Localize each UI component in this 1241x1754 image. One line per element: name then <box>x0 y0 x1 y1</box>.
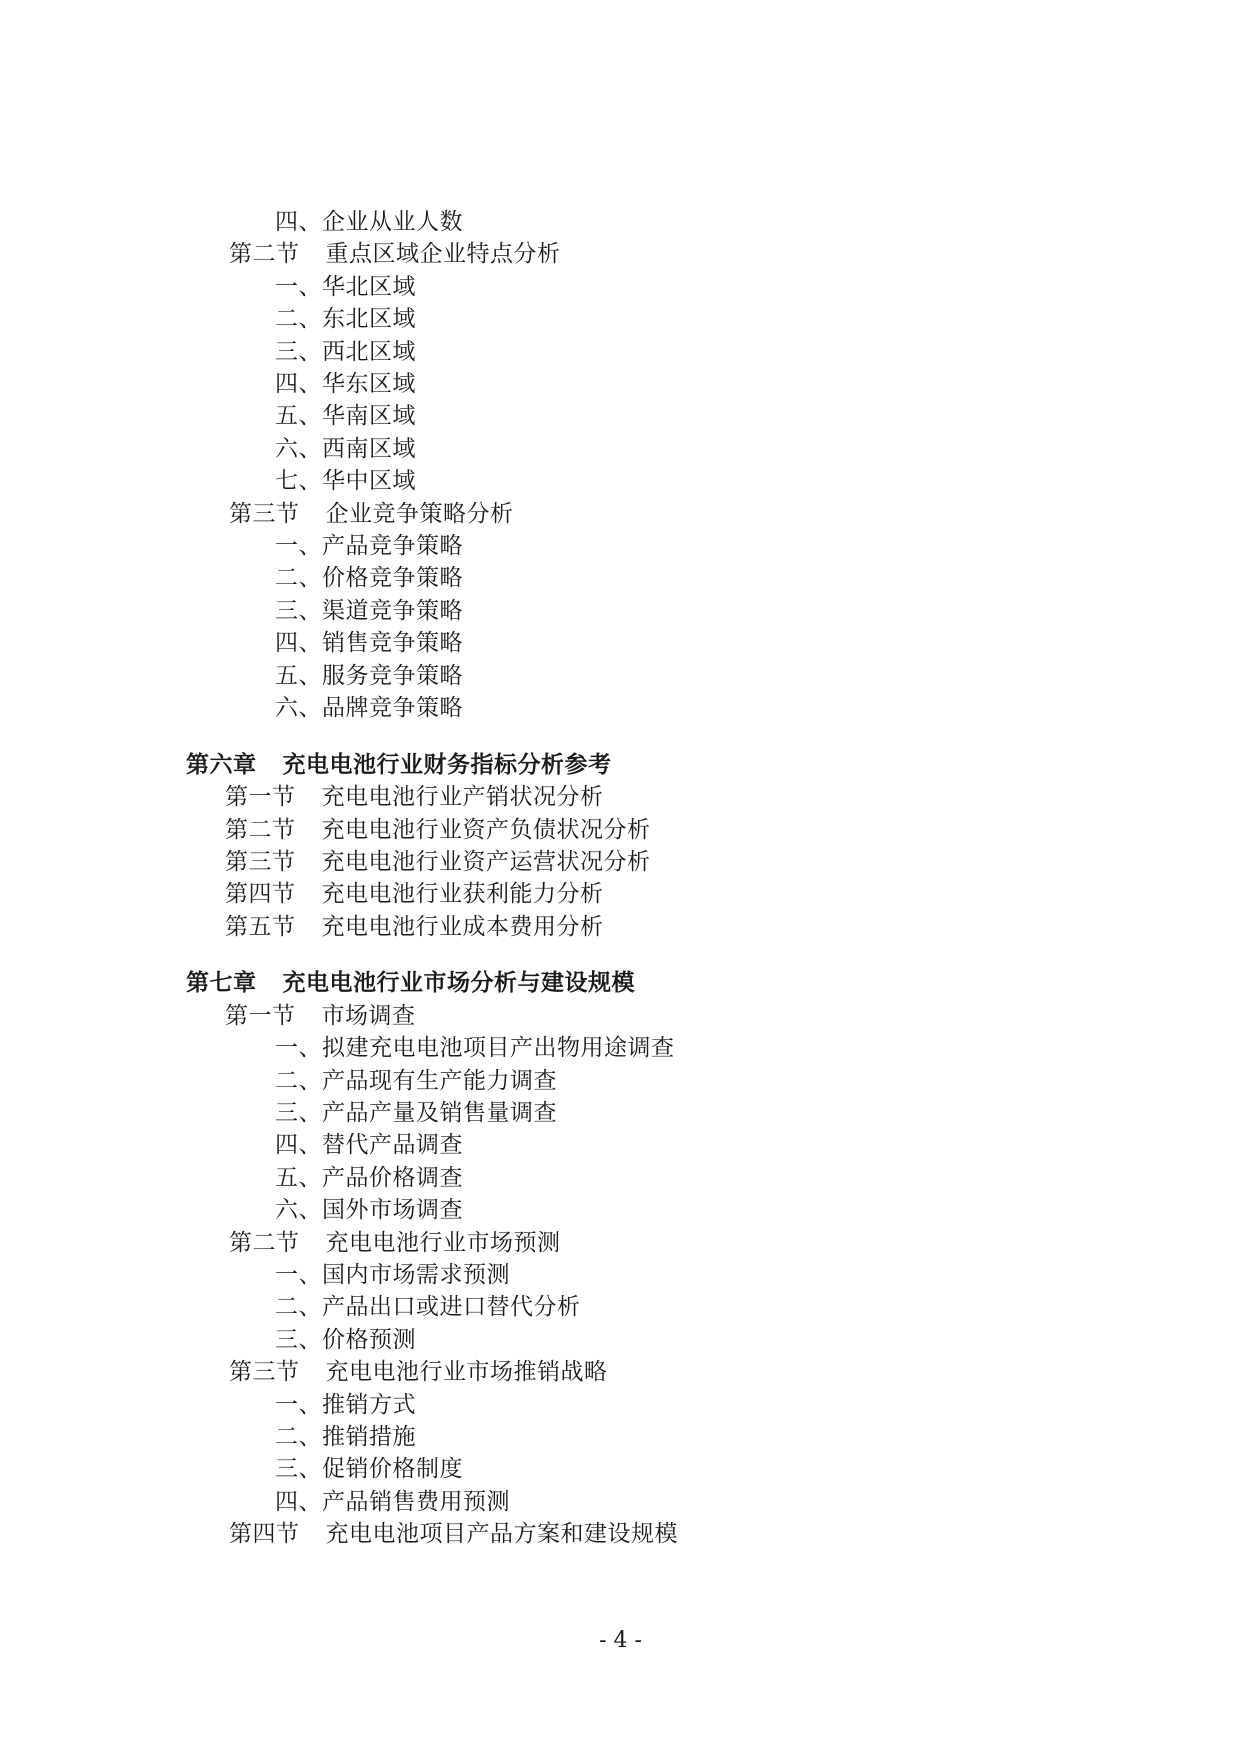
toc-item <box>275 1161 463 1195</box>
toc-item-label: 七、华中区域 <box>275 468 416 495</box>
toc-item <box>275 1031 675 1065</box>
toc-item-label: 三、产品产量及销售量调查 <box>275 1100 557 1126</box>
toc-item <box>275 1258 510 1292</box>
toc-item <box>275 1128 463 1162</box>
section-title: 市场调查 <box>321 1002 416 1029</box>
toc-section <box>229 1226 561 1260</box>
section-number: 第四节 <box>225 881 296 908</box>
section-number: 第五节 <box>225 913 296 940</box>
toc-section <box>229 497 514 531</box>
toc-item <box>275 659 463 693</box>
section-number: 第一节 <box>225 1002 296 1029</box>
toc-item <box>275 399 416 433</box>
toc-section <box>225 845 651 879</box>
toc-item <box>275 1193 463 1227</box>
toc-item-label: 三、促销价格制度 <box>275 1456 463 1483</box>
toc-item-label: 四、销售竞争策略 <box>275 630 463 657</box>
toc-item-label: 四、华东区域 <box>275 371 416 397</box>
section-title: 充电电池行业市场预测 <box>325 1229 561 1256</box>
toc-section <box>225 877 604 911</box>
toc-item-label: 二、产品出口或进口替代分析 <box>275 1294 581 1321</box>
toc-item <box>275 1096 557 1130</box>
toc-item-label: 二、推销措施 <box>275 1424 416 1450</box>
toc-item-label: 三、渠道竞争策略 <box>275 597 463 624</box>
toc-item <box>275 205 463 239</box>
toc-chapter <box>186 748 612 782</box>
section-title: 充电电池行业市场推销战略 <box>325 1359 608 1386</box>
section-title: 重点区域企业特点分析 <box>325 241 561 268</box>
toc-item-label: 三、西北区域 <box>275 338 416 365</box>
toc-item-label: 五、服务竞争策略 <box>275 662 463 689</box>
toc-item <box>275 1064 557 1098</box>
section-number: 第二节 <box>229 241 300 268</box>
toc-item-label: 一、华北区域 <box>275 273 416 300</box>
toc-section <box>225 780 604 814</box>
toc-item-label: 六、西南区域 <box>275 435 416 462</box>
section-number: 第三节 <box>225 848 296 875</box>
toc-section <box>229 237 561 271</box>
toc-item <box>275 367 416 401</box>
toc-item-label: 四、替代产品调查 <box>275 1132 463 1159</box>
toc-item-label: 二、东北区域 <box>275 306 416 333</box>
toc-item <box>275 1420 416 1454</box>
toc-item <box>275 594 463 628</box>
toc-item <box>275 1485 510 1519</box>
toc-item <box>275 464 416 498</box>
toc-item <box>275 1452 463 1486</box>
toc-section <box>225 813 651 847</box>
toc-section <box>225 910 604 944</box>
toc-item <box>275 432 416 466</box>
chapter-title: 充电电池行业财务指标分析参考 <box>282 751 612 778</box>
toc-section <box>229 1355 608 1389</box>
toc-section <box>229 1517 678 1551</box>
toc-item <box>275 691 463 725</box>
section-number: 第四节 <box>229 1521 300 1548</box>
toc-item <box>275 561 463 595</box>
section-title: 充电电池行业资产负债状况分析 <box>321 816 651 843</box>
toc-item-label: 六、国外市场调查 <box>275 1197 463 1224</box>
toc-item-label: 一、国内市场需求预测 <box>275 1262 510 1288</box>
section-number: 第二节 <box>229 1229 300 1256</box>
section-title: 充电电池行业资产运营状况分析 <box>321 848 651 875</box>
toc-item <box>275 270 416 304</box>
section-title: 充电电池行业获利能力分析 <box>321 881 604 908</box>
section-title: 充电电池项目产品方案和建设规模 <box>325 1521 678 1548</box>
toc-item-label: 二、产品现有生产能力调查 <box>275 1067 557 1094</box>
section-title: 企业竞争策略分析 <box>325 500 514 527</box>
toc-item-label: 一、产品竞争策略 <box>275 533 463 559</box>
toc-item-label: 三、价格预测 <box>275 1326 416 1353</box>
section-title: 充电电池行业产销状况分析 <box>321 784 604 811</box>
section-number: 第二节 <box>225 816 296 843</box>
section-number: 第三节 <box>229 500 300 527</box>
toc-item-label: 五、产品价格调查 <box>275 1164 463 1191</box>
toc-item-label: 六、品牌竞争策略 <box>275 695 463 721</box>
toc-item <box>275 335 416 369</box>
toc-section <box>225 999 416 1033</box>
toc-item <box>275 529 463 563</box>
toc-item <box>275 302 416 336</box>
toc-item-label: 一、推销方式 <box>275 1391 416 1418</box>
toc-item <box>275 1290 581 1324</box>
chapter-number: 第六章 <box>186 751 257 778</box>
section-number: 第一节 <box>225 784 296 811</box>
toc-item-label: 五、华南区域 <box>275 403 416 430</box>
section-title: 充电电池行业成本费用分析 <box>321 913 604 940</box>
toc-item-label: 四、企业从业人数 <box>275 209 463 235</box>
toc-item <box>275 1388 416 1422</box>
toc-item-label: 二、价格竞争策略 <box>275 565 463 592</box>
section-number: 第三节 <box>229 1359 300 1386</box>
page-number: - 4 - <box>599 1628 642 1653</box>
toc-item-label: 一、拟建充电电池项目产出物用途调查 <box>275 1035 675 1062</box>
toc-item <box>275 1323 416 1357</box>
toc-item <box>275 626 463 660</box>
toc-item-label: 四、产品销售费用预测 <box>275 1488 510 1515</box>
toc-chapter <box>186 966 635 1000</box>
chapter-number: 第七章 <box>186 970 257 997</box>
chapter-title: 充电电池行业市场分析与建设规模 <box>282 970 635 997</box>
